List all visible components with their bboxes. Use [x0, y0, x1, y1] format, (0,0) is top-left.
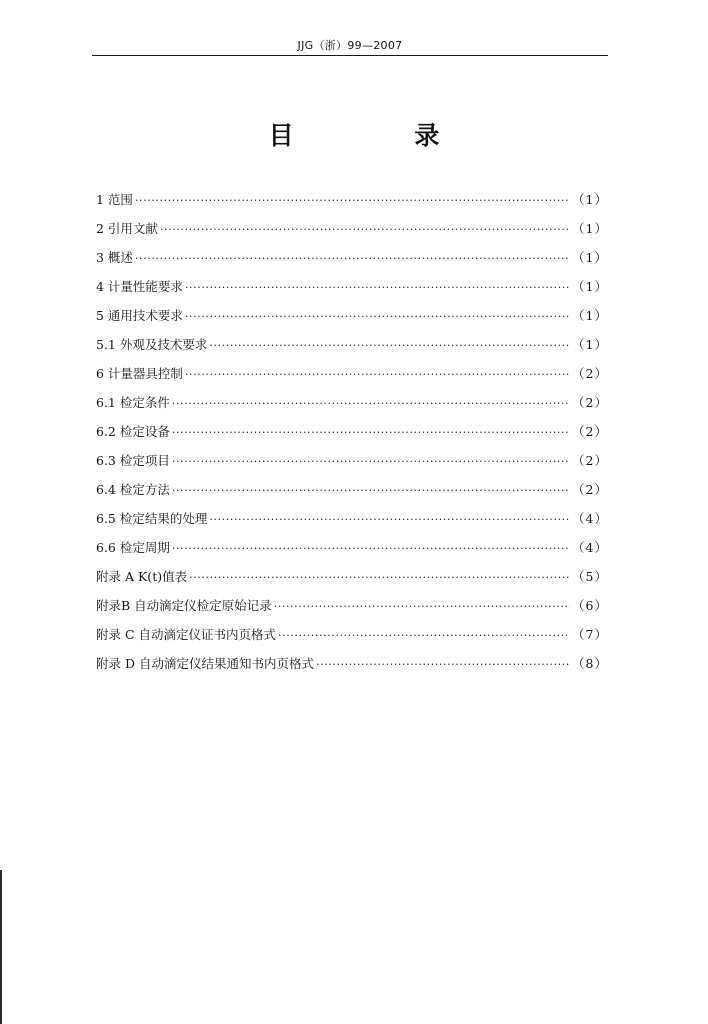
- toc-entry-label: 附录B 自动滴定仪检定原始记录: [96, 598, 272, 613]
- dot-leader: [172, 426, 570, 439]
- toc-entry[interactable]: [96, 509, 608, 538]
- toc-entry-page: （4）: [572, 540, 608, 555]
- toc-entry-label: 2 引用文献: [96, 221, 158, 236]
- toc-entry-label: 3 概述: [96, 250, 133, 265]
- toc-entry-page: （5）: [572, 569, 608, 584]
- toc-entry-page: （7）: [572, 627, 608, 642]
- dot-leader: [135, 252, 570, 265]
- toc-entry-page: （1）: [572, 308, 608, 323]
- toc-entry-page: （4）: [572, 511, 608, 526]
- toc-entry-label: 附录 A K(t)值表: [96, 569, 188, 584]
- header-rule: [92, 55, 608, 56]
- toc-entry[interactable]: [96, 306, 608, 335]
- toc-entry-label: 附录 D 自动滴定仪结果通知书内页格式: [96, 656, 314, 671]
- table-of-contents: [96, 190, 608, 683]
- toc-entry[interactable]: [96, 480, 608, 509]
- toc-entry-page: （1）: [572, 279, 608, 294]
- toc-entry[interactable]: [96, 567, 608, 596]
- toc-entry-page: （2）: [572, 366, 608, 381]
- running-header: JJG（浙）99—2007: [297, 39, 403, 52]
- dot-leader: [135, 194, 570, 207]
- toc-entry[interactable]: [96, 364, 608, 393]
- toc-entry-label: 6.5 检定结果的处理: [96, 511, 208, 526]
- toc-entry[interactable]: [96, 277, 608, 306]
- toc-entry-label: 6.6 检定周期: [96, 540, 170, 555]
- dot-leader: [189, 571, 570, 584]
- toc-entry[interactable]: [96, 654, 608, 683]
- toc-entry-page: （2）: [572, 453, 608, 468]
- toc-entry-page: （1）: [572, 337, 608, 352]
- toc-entry-label: 附录 C 自动滴定仪证书内页格式: [96, 627, 277, 642]
- dot-leader: [209, 513, 570, 526]
- dot-leader: [185, 310, 570, 323]
- toc-entry-label: 5.1 外观及技术要求: [96, 337, 208, 352]
- dot-leader: [172, 397, 570, 410]
- dot-leader: [160, 223, 570, 236]
- dot-leader: [209, 339, 570, 352]
- toc-entry-label: 4 计量性能要求: [96, 279, 183, 294]
- dot-leader: [185, 281, 570, 294]
- toc-entry[interactable]: [96, 451, 608, 480]
- toc-entry[interactable]: [96, 248, 608, 277]
- toc-entry[interactable]: [96, 219, 608, 248]
- toc-entry-label: 6.1 检定条件: [96, 395, 170, 410]
- page-title: 目 录: [268, 121, 496, 150]
- dot-leader: [316, 658, 570, 671]
- toc-entry-page: （1）: [572, 250, 608, 265]
- toc-entry-page: （2）: [572, 424, 608, 439]
- dot-leader: [172, 455, 570, 468]
- toc-entry[interactable]: [96, 335, 608, 364]
- dot-leader: [172, 542, 570, 555]
- dot-leader: [278, 629, 570, 642]
- toc-entry[interactable]: [96, 190, 608, 219]
- toc-entry-page: （2）: [572, 395, 608, 410]
- toc-entry[interactable]: [96, 393, 608, 422]
- toc-entry[interactable]: [96, 596, 608, 625]
- toc-entry-page: （8）: [572, 656, 608, 671]
- toc-entry-page: （2）: [572, 482, 608, 497]
- toc-entry-page: （1）: [572, 221, 608, 236]
- toc-entry-page: （6）: [572, 598, 608, 613]
- dot-leader: [185, 368, 570, 381]
- toc-entry-label: 6 计量器具控制: [96, 366, 183, 381]
- dot-leader: [274, 600, 570, 613]
- toc-entry-label: 6.3 检定项目: [96, 453, 170, 468]
- toc-entry[interactable]: [96, 538, 608, 567]
- toc-entry[interactable]: [96, 422, 608, 451]
- scan-edge-mark: [0, 870, 2, 1024]
- toc-entry-page: （1）: [572, 192, 608, 207]
- toc-entry-label: 6.4 检定方法: [96, 482, 170, 497]
- toc-entry-label: 1 范围: [96, 192, 133, 207]
- dot-leader: [172, 484, 570, 497]
- toc-entry-label: 5 通用技术要求: [96, 308, 183, 323]
- toc-entry-label: 6.2 检定设备: [96, 424, 170, 439]
- toc-entry[interactable]: [96, 625, 608, 654]
